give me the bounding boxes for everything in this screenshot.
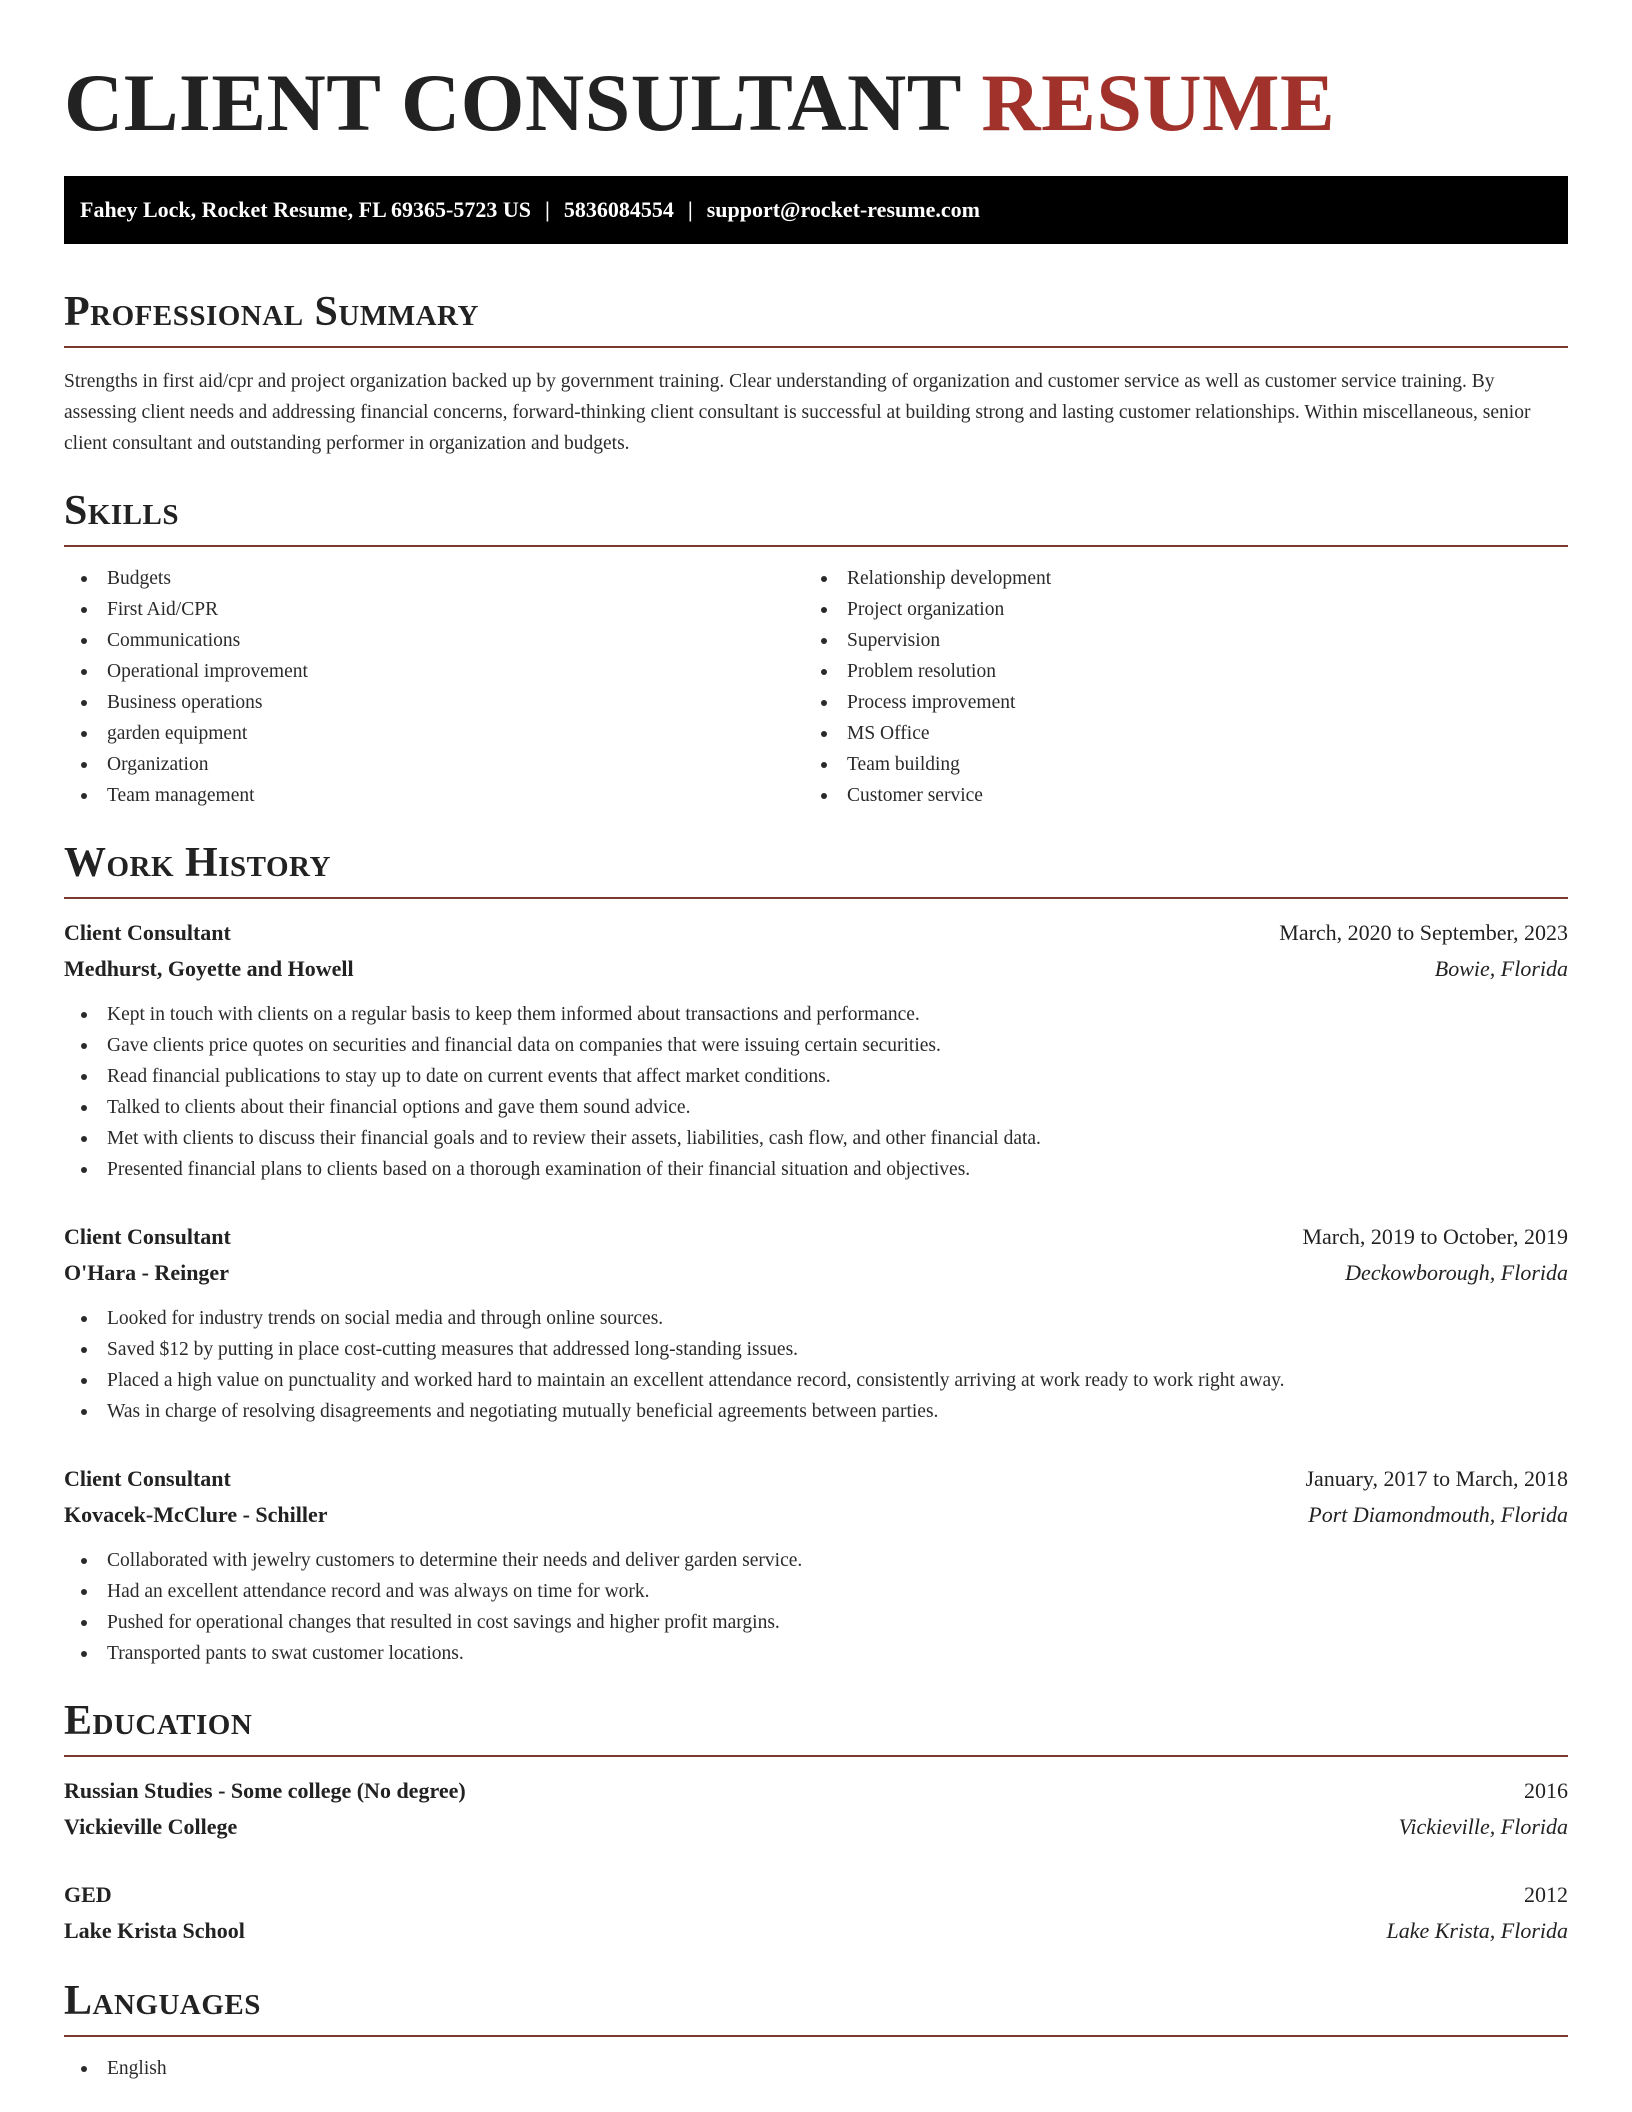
job-duties — [64, 1545, 1568, 1669]
skill-item: Customer service — [804, 780, 1544, 811]
skill-item: Team management — [64, 780, 804, 811]
job-company: O'Hara - Reinger — [64, 1260, 229, 1285]
title-accent: RESUME — [981, 57, 1336, 148]
languages-section — [64, 1975, 1568, 2084]
skill-item: Relationship development — [804, 563, 1544, 594]
job-title-row — [64, 1461, 1568, 1497]
job-title-row — [64, 1219, 1568, 1255]
job-duty: Met with clients to discuss their financial goals and to review their assets, liabilities, cash flow, and other financial data. — [64, 1123, 1568, 1154]
education-school-row — [64, 1809, 1568, 1845]
job-company-row — [64, 1497, 1568, 1533]
job-duties — [64, 999, 1568, 1185]
job-title-row — [64, 915, 1568, 951]
job-title: Client Consultant — [64, 1466, 231, 1491]
work-section — [64, 837, 1568, 1669]
job-duty: Pushed for operational changes that resulted in cost savings and higher profit margins. — [64, 1607, 1568, 1638]
title-main: CLIENT CONSULTANT — [64, 57, 961, 148]
skill-item: Business operations — [64, 687, 804, 718]
job-duty: Saved $12 by putting in place cost-cutting measures that addressed long-standing issues. — [64, 1334, 1568, 1365]
resume-title — [64, 0, 1568, 176]
education-school-row — [64, 1913, 1568, 1949]
languages-heading: Languages — [64, 1975, 1568, 2037]
skills-heading: Skills — [64, 485, 1568, 547]
job-title: Client Consultant — [64, 1224, 231, 1249]
skill-item: MS Office — [804, 718, 1544, 749]
skill-item: garden equipment — [64, 718, 804, 749]
job-duty: Had an excellent attendance record and was always on time for work. — [64, 1576, 1568, 1607]
contact-email[interactable]: support@rocket-resume.com — [706, 197, 980, 222]
education-entry — [64, 1877, 1568, 1949]
skill-item: Process improvement — [804, 687, 1544, 718]
job-location: Bowie, Florida — [1434, 956, 1568, 981]
contact-separator: | — [544, 197, 550, 222]
education-year: 2016 — [1524, 1778, 1568, 1803]
education-location: Vickieville, Florida — [1398, 1814, 1568, 1839]
languages-list — [64, 2053, 1568, 2084]
job-duty: Read financial publications to stay up to date on current events that affect market conditions. — [64, 1061, 1568, 1092]
job-location: Deckowborough, Florida — [1345, 1260, 1568, 1285]
job-title: Client Consultant — [64, 920, 231, 945]
language-item: English — [64, 2053, 1568, 2084]
skill-item: Communications — [64, 625, 804, 656]
job-duty: Looked for industry trends on social media and through online sources. — [64, 1303, 1568, 1334]
skills-column-right — [804, 563, 1544, 811]
work-heading: Work History — [64, 837, 1568, 899]
education-section — [64, 1695, 1568, 1949]
job-duty: Gave clients price quotes on securities and financial data on companies that were issuing certain securities. — [64, 1030, 1568, 1061]
skill-item: Operational improvement — [64, 656, 804, 687]
education-entry — [64, 1773, 1568, 1845]
skill-item: Budgets — [64, 563, 804, 594]
skill-item: Supervision — [804, 625, 1544, 656]
education-degree-row — [64, 1773, 1568, 1809]
education-degree: Russian Studies - Some college (No degree) — [64, 1778, 466, 1803]
skills-columns — [64, 563, 1568, 811]
job-company: Medhurst, Goyette and Howell — [64, 956, 354, 981]
job-duty: Collaborated with jewelry customers to determine their needs and deliver garden service. — [64, 1545, 1568, 1576]
job-duties — [64, 1303, 1568, 1427]
education-year: 2012 — [1524, 1882, 1568, 1907]
job-duty: Kept in touch with clients on a regular basis to keep them informed about transactions and performance. — [64, 999, 1568, 1030]
skill-item: Project organization — [804, 594, 1544, 625]
job-dates: January, 2017 to March, 2018 — [1305, 1466, 1568, 1491]
skills-list-left — [64, 563, 804, 811]
skills-column-left — [64, 563, 804, 811]
job-duty: Presented financial plans to clients based on a thorough examination of their financial situation and objectives. — [64, 1154, 1568, 1185]
skills-section — [64, 485, 1568, 811]
summary-section — [64, 286, 1568, 459]
education-location: Lake Krista, Florida — [1386, 1918, 1568, 1943]
skills-list-right — [804, 563, 1544, 811]
job-company-row — [64, 1255, 1568, 1291]
job-entry — [64, 1461, 1568, 1669]
contact-bar — [64, 176, 1568, 244]
skill-item: Organization — [64, 749, 804, 780]
resume-page — [64, 0, 1568, 2084]
job-entry — [64, 1219, 1568, 1427]
education-heading: Education — [64, 1695, 1568, 1757]
job-entry — [64, 915, 1568, 1185]
contact-address: Fahey Lock, Rocket Resume, FL 69365-5723 US — [80, 197, 531, 222]
skill-item: First Aid/CPR — [64, 594, 804, 625]
job-dates: March, 2020 to September, 2023 — [1279, 920, 1568, 945]
job-company: Kovacek-McClure - Schiller — [64, 1502, 328, 1527]
job-location: Port Diamondmouth, Florida — [1308, 1502, 1568, 1527]
contact-phone: 5836084554 — [563, 197, 674, 222]
contact-separator: | — [687, 197, 693, 222]
summary-text: Strengths in first aid/cpr and project organization backed up by government training. Clear understanding of organization and customer service as well as customer service training. By assessing client needs and addressing financial concerns, forward-thinking client consultant is successful at building strong and lasting customer relationships. Within miscellaneous, senior client consultant and outstanding performer in organization and budgets. — [64, 371, 1531, 454]
job-duty: Talked to clients about their financial options and gave them sound advice. — [64, 1092, 1568, 1123]
job-company-row — [64, 951, 1568, 987]
education-degree-row — [64, 1877, 1568, 1913]
job-dates: March, 2019 to October, 2019 — [1302, 1224, 1568, 1249]
skill-item: Team building — [804, 749, 1544, 780]
education-school: Lake Krista School — [64, 1918, 245, 1943]
education-school: Vickieville College — [64, 1814, 238, 1839]
education-degree: GED — [64, 1882, 112, 1907]
job-duty: Transported pants to swat customer locations. — [64, 1638, 1568, 1669]
job-duty: Placed a high value on punctuality and worked hard to maintain an excellent attendance record, consistently arriving at work ready to work right away. — [64, 1365, 1568, 1396]
job-duty: Was in charge of resolving disagreements and negotiating mutually beneficial agreements between parties. — [64, 1396, 1568, 1427]
summary-heading: Professional Summary — [64, 286, 1568, 348]
skill-item: Problem resolution — [804, 656, 1544, 687]
